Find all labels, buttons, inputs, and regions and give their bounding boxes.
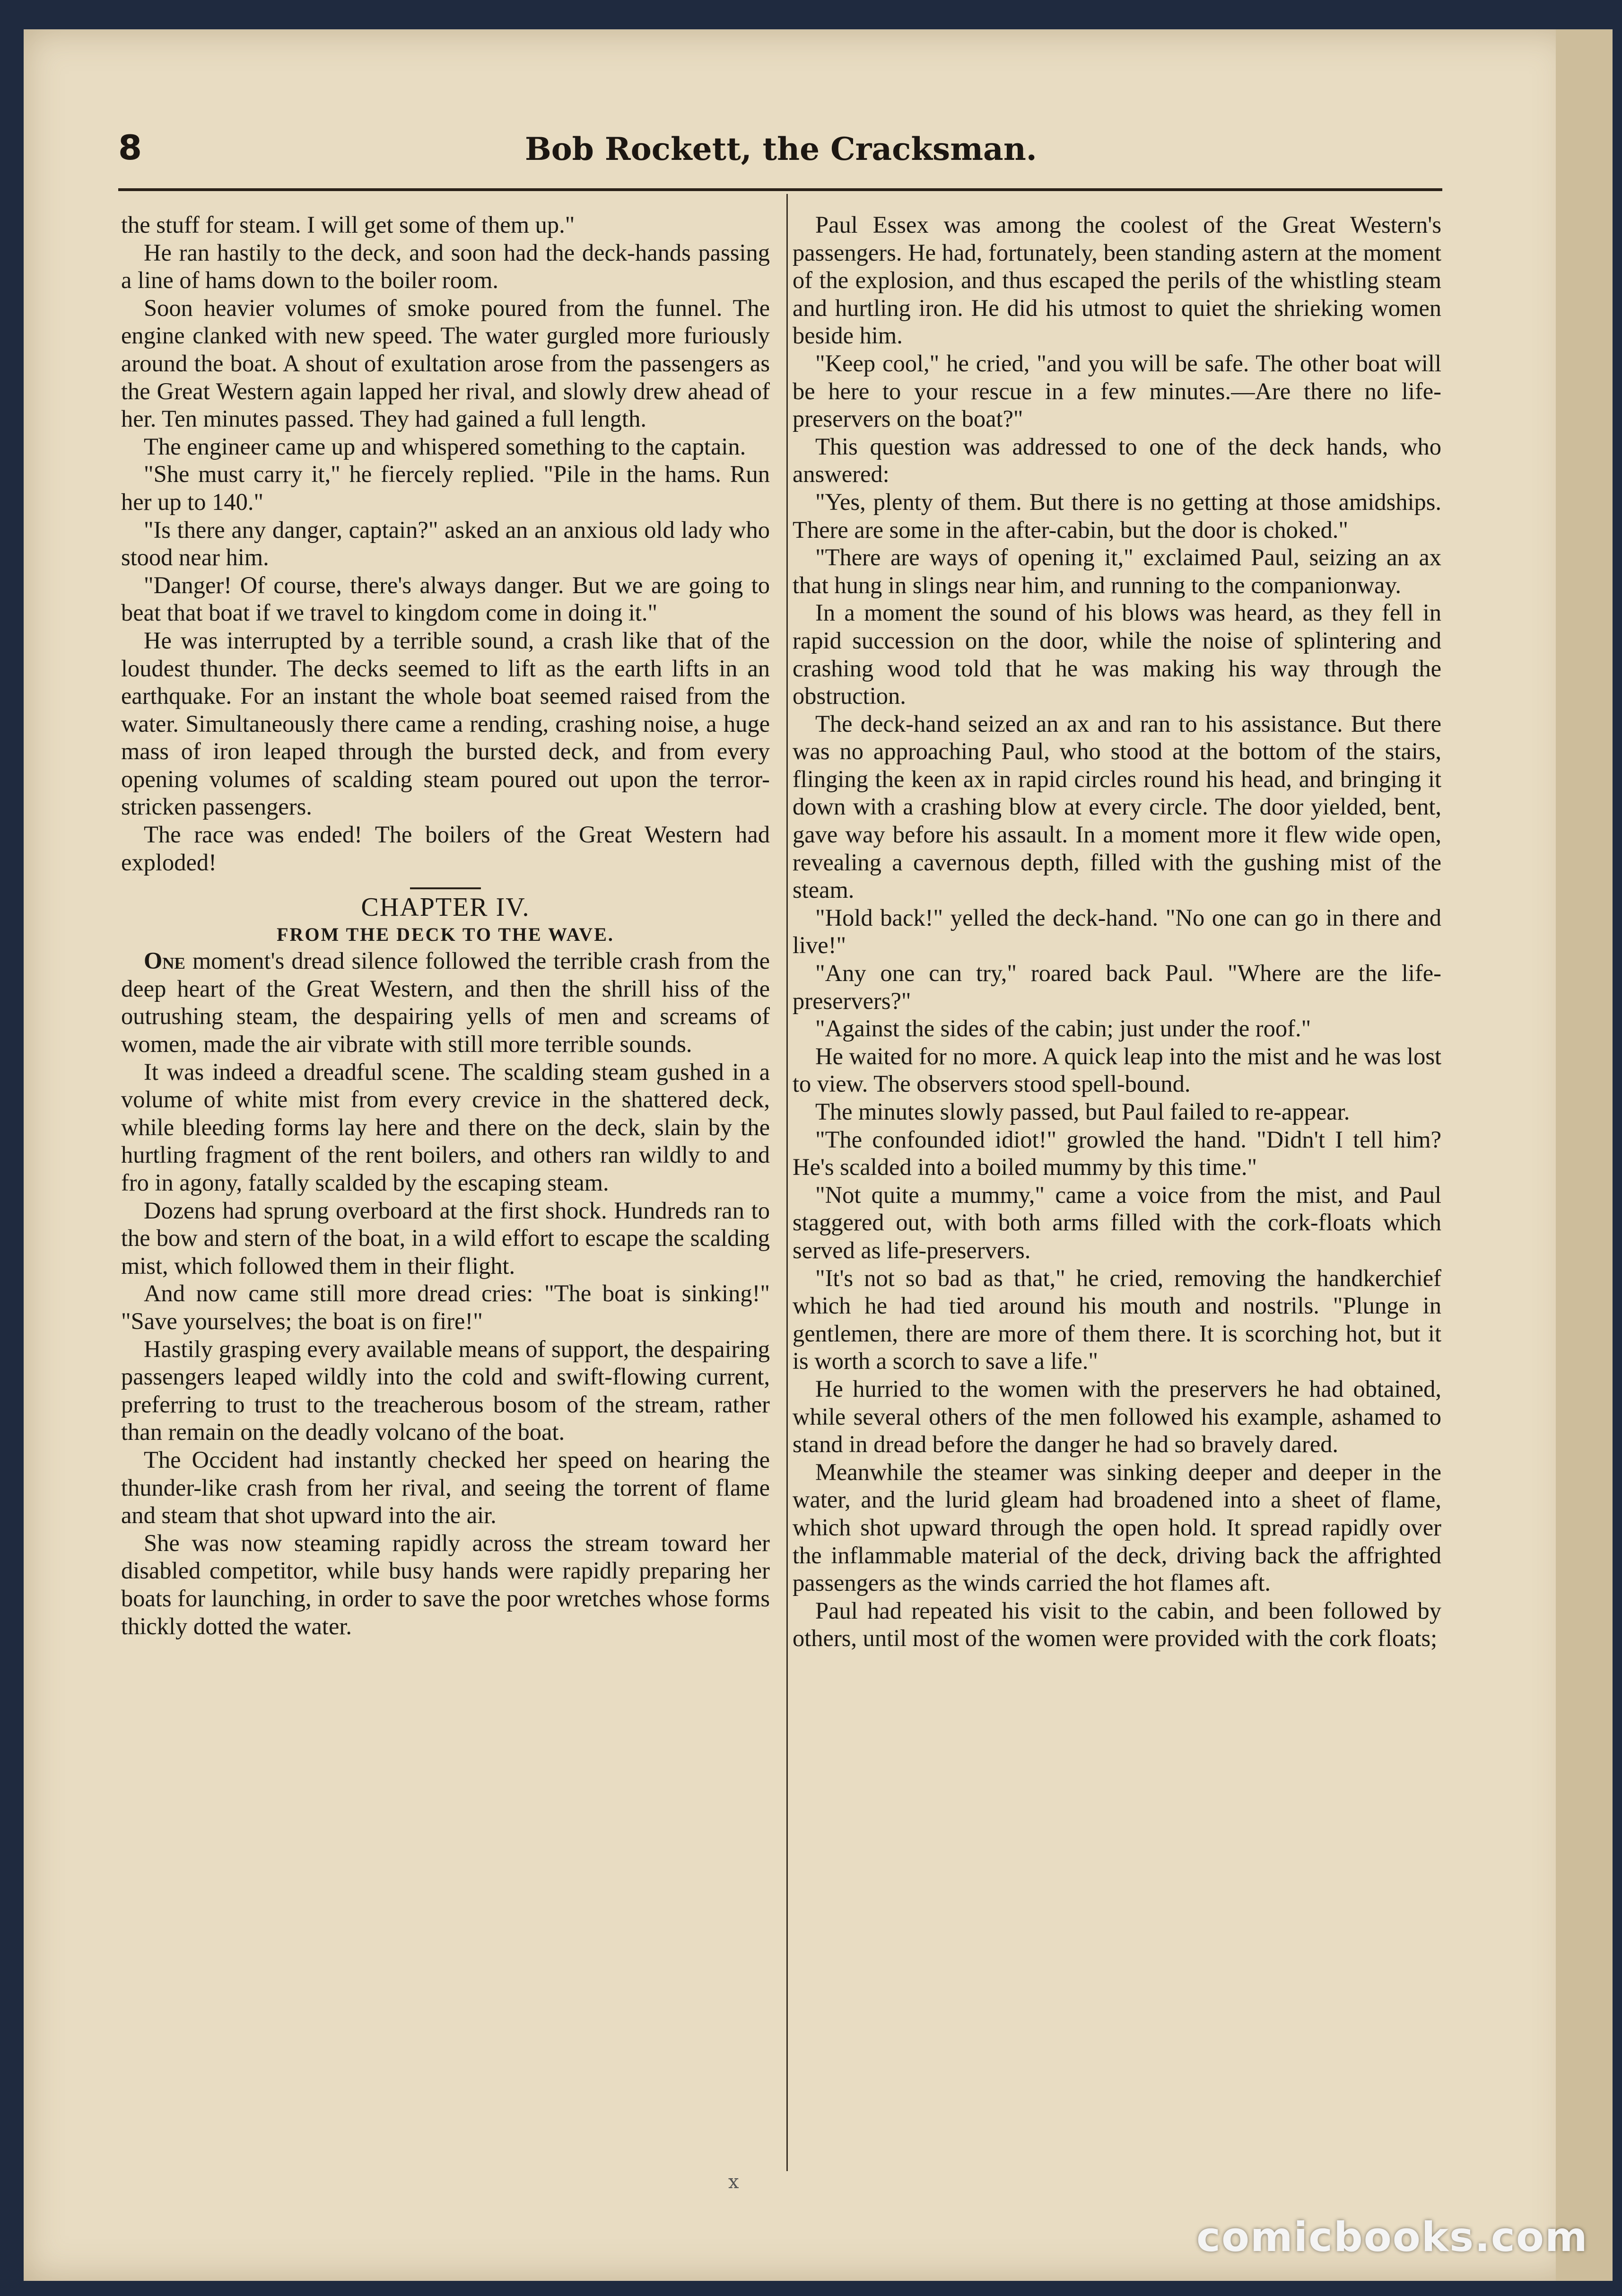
paragraph: "She must carry it," he fiercely replied. "Pile in the hams. Run her up to 140." [121, 461, 770, 515]
paragraph: This question was addressed to one of the deck hands, who answered: [793, 433, 1441, 488]
page-edge [1556, 29, 1613, 2281]
paragraph: He was interrupted by a terrible sound, a crash like that of the loudest thunder. The decks seemed to lift as the earth lifts in an earthquake. For an instant the whole boat seemed raised from the water. Simultaneously there came a rending, crashing noise, a huge mass of iron leaped through the bursted deck, and from every opening volumes of scalding steam poured out upon the terror-stricken passengers. [121, 627, 770, 820]
right-column [793, 211, 1441, 1652]
paragraph: "Not quite a mummy," came a voice from the mist, and Paul staggered out, with both arms filled with the cork-floats which served as life-preservers. [793, 1181, 1441, 1263]
opening-text: moment's dread silence followed the terrible crash from the deep heart of the Great Western, and then the shrill hiss of the outrushing steam, the despairing yells of men and screams of women, made the air vibrate with still more terrible sounds. [121, 947, 770, 1058]
opening-word: One [144, 947, 185, 974]
paragraph: "It's not so bad as that," he cried, removing the handkerchief which he had tied around his mouth and nostrils. "Plunge in gentlemen, there are more of them there. It is scorching hot, but it is worth a scorch to save a life." [793, 1264, 1441, 1375]
paragraph: "Yes, plenty of them. But there is no getting at those amidships. There are some in the after-cabin, but the door is choked." [793, 488, 1441, 543]
paragraph: The race was ended! The boilers of the Great Western had exploded! [121, 821, 770, 876]
paragraph: He hurried to the women with the preservers he had obtained, while several others of the men followed his example, ashamed to stand in dread before the danger he had so bravely dared. [793, 1375, 1441, 1458]
paragraph: The minutes slowly passed, but Paul failed to re-appear. [815, 1098, 1350, 1125]
chapter-title: CHAPTER IV. [361, 893, 530, 922]
page-number: 8 [118, 128, 142, 167]
paragraph: "The confounded idiot!" growled the hand. "Didn't I tell him? He's scalded into a boiled mummy by this time." [793, 1126, 1441, 1181]
site-watermark: comicbooks.com [1196, 2214, 1588, 2261]
paragraph: Meanwhile the steamer was sinking deeper and deeper in the water, and the lurid gleam had broadened into a sheet of flame, which shot upward through the open hold. It spread rapidly over the inflammable material of the deck, driving back the affrighted passengers as the winds carried the hot flames aft. [793, 1458, 1441, 1596]
paragraph: "Hold back!" yelled the deck-hand. "No one can go in there and live!" [793, 904, 1441, 959]
paragraph: The engineer came up and whispered something to the captain. [144, 433, 746, 460]
column-divider [786, 194, 788, 2171]
paragraph: "Danger! Of course, there's always danger. But we are going to beat that boat if we travel to kingdom come in doing it." [121, 571, 770, 626]
paragraph: In a moment the sound of his blows was heard, as they fell in rapid succession on the door, while the noise of splintering and crashing wood told that he was making his way through the obstruction. [793, 599, 1441, 710]
paragraph: It was indeed a dreadful scene. The scalding steam gushed in a volume of white mist from every crevice in the shattered deck, while bleeding forms lay here and there on the deck, slain by the hurtling fragment of the rent boilers, and others ran wildly to and fro in agony, fatally scalded by the escaping steam. [121, 1058, 770, 1196]
header-rule [118, 188, 1442, 191]
paragraph: Paul had repeated his visit to the cabin, and been followed by others, until most of the women were provided with the cork floats; [793, 1597, 1441, 1652]
chapter-subtitle: FROM THE DECK TO THE WAVE. [277, 924, 614, 946]
chapter-opening-paragraph [121, 947, 770, 1058]
paragraph: He waited for no more. A quick leap into the mist and he was lost to view. The observers stood spell-bound. [793, 1043, 1441, 1097]
paragraph: "Is there any danger, captain?" asked an an anxious old lady who stood near him. [121, 516, 770, 571]
paragraph: the stuff for steam. I will get some of them up." [121, 211, 575, 238]
running-header [118, 128, 1442, 184]
paragraph: He ran hastily to the deck, and soon had the deck-hands passing a line of hams down to the boiler room. [121, 239, 770, 294]
paragraph: And now came still more dread cries: "The boat is sinking!" "Save yourselves; the boat is on fire!" [121, 1280, 770, 1334]
printer-mark: x [728, 2171, 739, 2193]
running-title: Bob Rockett, the Cracksman. [525, 131, 1037, 167]
chapter-rule [410, 887, 481, 889]
paragraph: Soon heavier volumes of smoke poured from the funnel. The engine clanked with new speed. The water gurgled more furiously around the boat. A shout of exultation arose from the passengers as the Great Western again lapped her rival, and slowly drew ahead of her. Ten minutes passed. They had gained a full length. [121, 294, 770, 432]
paragraph: Dozens had sprung overboard at the first shock. Hundreds ran to the bow and stern of the boat, in a wild effort to escape the scalding mist, which followed them in their flight. [121, 1197, 770, 1279]
paragraph: The deck-hand seized an ax and ran to his assistance. But there was no approaching Paul, who stood at the bottom of the stairs, flinging the keen ax in rapid circles round his head, and bringing it down with a crashing blow at every circle. The door yielded, bent, gave way before his assault. In a moment more it flew wide open, revealing a cavernous depth, filled with the gushing mist of the steam. [793, 710, 1441, 903]
paragraph: Paul Essex was among the coolest of the Great Western's passengers. He had, fortunately, been standing astern at the moment of the explosion, and thus escaped the perils of the whistling steam and hurtling iron. He did his utmost to quiet the shrieking women beside him. [793, 211, 1441, 349]
paragraph: Hastily grasping every available means of support, the despairing passengers leaped wildly into the cold and swift-flowing current, preferring to trust to the treacherous bosom of the stream, rather than remain on the deadly volcano of the boat. [121, 1335, 770, 1446]
left-column [121, 211, 770, 1640]
paragraph: "Against the sides of the cabin; just under the roof." [815, 1015, 1311, 1042]
paragraph: "There are ways of opening it," exclaimed Paul, seizing an ax that hung in slings near him, and running to the companionway. [793, 544, 1441, 598]
paragraph: "Any one can try," roared back Paul. "Where are the life-preservers?" [793, 960, 1441, 1014]
paragraph: She was now steaming rapidly across the stream toward her disabled competitor, while busy hands were rapidly preparing her boats for launching, in order to save the poor wretches whose forms thickly dotted the water. [121, 1529, 770, 1639]
paragraph: "Keep cool," he cried, "and you will be safe. The other boat will be here to your rescue in a few minutes.—Are there no life-preservers on the boat?" [793, 350, 1441, 432]
paragraph: The Occident had instantly checked her speed on hearing the thunder-like crash from her rival, and seeing the torrent of flame and steam that shot upward into the air. [121, 1446, 770, 1529]
